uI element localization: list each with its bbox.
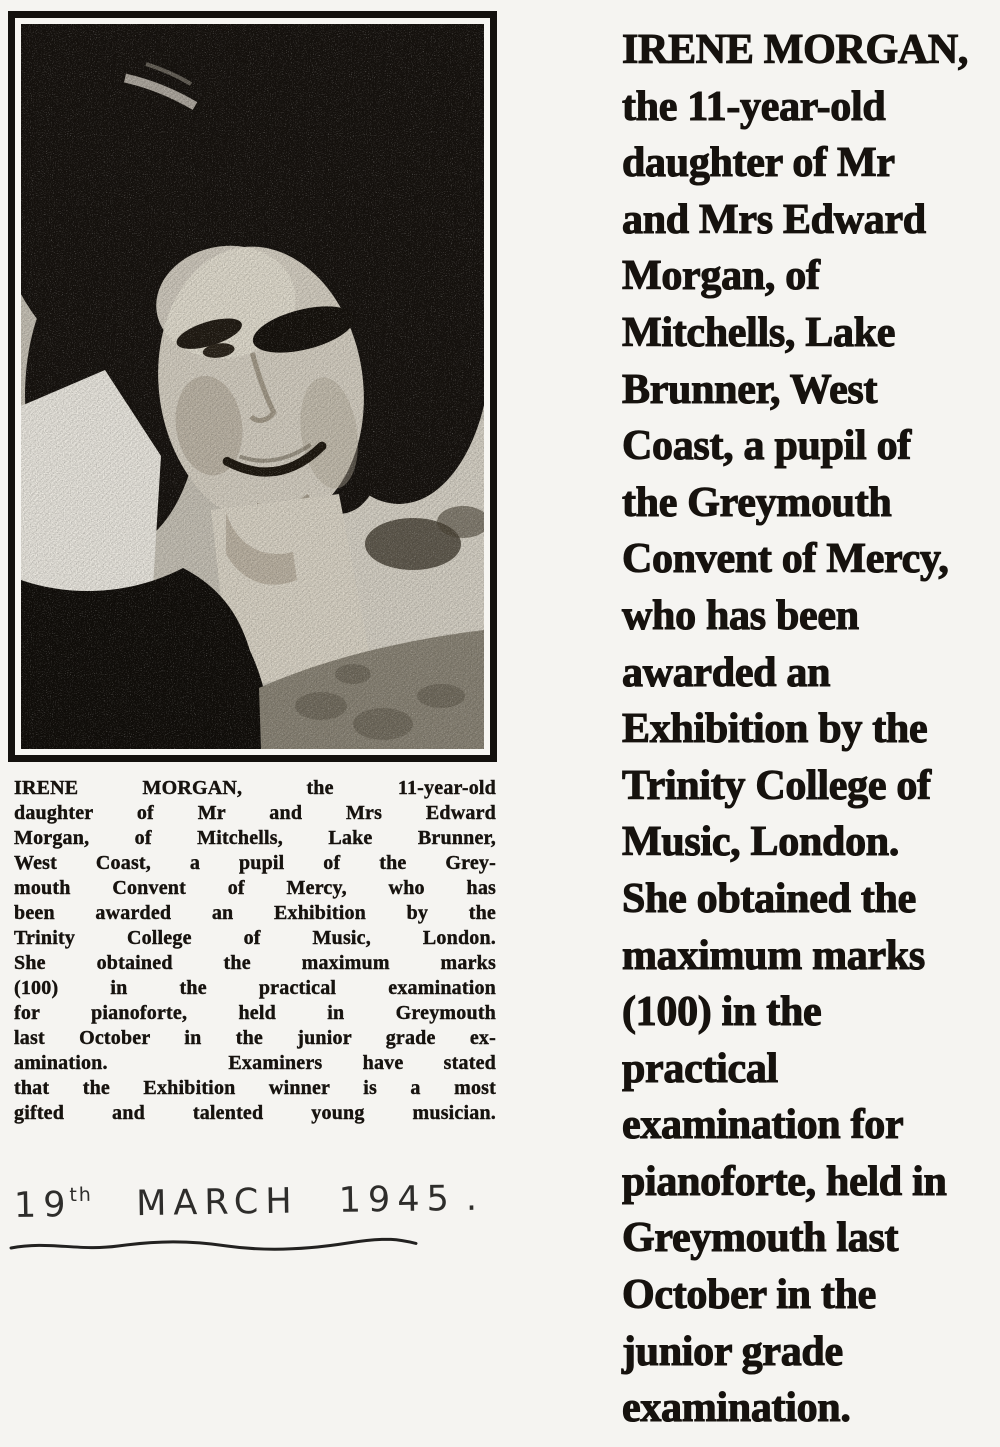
caption-line: for pianoforte, held in Greymouth — [14, 1002, 496, 1024]
date-ordinal: th — [69, 1183, 94, 1207]
transcription-line: daughter of Mr — [622, 140, 895, 187]
caption-line: that the Exhibition winner is a most — [14, 1077, 496, 1099]
caption-line: (100) in the practical examination — [14, 977, 496, 999]
date-period: . — [465, 1178, 485, 1219]
caption-line: She obtained the maximum marks — [14, 952, 496, 974]
transcription-line: and Mrs Edward — [622, 196, 926, 243]
transcription-line: awarded an — [622, 649, 831, 696]
transcription-line: Mitchells, Lake — [622, 309, 896, 356]
transcription-line: She obtained the — [622, 875, 916, 922]
caption-line: West Coast, a pupil of the Grey- — [14, 852, 496, 874]
caption-line: Trinity College of Music, London. — [14, 927, 496, 949]
transcription-line: examination. — [622, 1385, 851, 1432]
transcription-line: Trinity College of — [622, 762, 931, 809]
transcription-line: Music, London. — [622, 819, 900, 866]
newspaper-photo — [8, 11, 497, 762]
handwritten-date — [13, 1178, 485, 1226]
caption-line: gifted and talented young musician. — [14, 1102, 496, 1124]
transcription-line: maximum marks — [622, 932, 925, 979]
transcription-line: the Greymouth — [622, 479, 892, 526]
caption-line: last October in the junior grade ex- — [14, 1027, 496, 1049]
portrait-halftone-illustration — [21, 24, 484, 749]
transcription-line: Morgan, of — [622, 253, 820, 300]
transcription-line: (100) in the — [622, 989, 822, 1036]
date-day: 19 — [13, 1185, 73, 1226]
caption-line: mouth Convent of Mercy, who has — [14, 877, 496, 899]
handwritten-underline-stroke — [8, 1234, 420, 1256]
transcription-line: October in the — [622, 1272, 876, 1319]
caption-line: daughter of Mr and Mrs Edward — [14, 802, 496, 824]
caption-line: IRENE MORGAN, the 11-year-old — [14, 777, 496, 799]
transcription-line: Coast, a pupil of — [622, 423, 911, 470]
transcription-line: the 11-year-old — [622, 83, 886, 130]
transcription-line: examination for — [622, 1102, 904, 1149]
transcription-line: pianoforte, held in — [622, 1158, 947, 1205]
transcription-line: Greymouth last — [622, 1215, 899, 1262]
transcription-line: Exhibition by the — [622, 706, 928, 753]
transcription-line: junior grade — [622, 1328, 843, 1375]
transcription-line: Convent of Mercy, — [622, 536, 949, 583]
caption-line: Morgan, of Mitchells, Lake Brunner, — [14, 827, 496, 849]
transcription-line: practical — [622, 1045, 778, 1092]
transcription-line: who has been — [622, 592, 859, 639]
transcription-line: Brunner, West — [622, 366, 878, 413]
caption-line: amination. Examiners have stated — [14, 1052, 496, 1074]
transcription-column — [622, 22, 996, 1437]
transcription-line: IRENE MORGAN, — [622, 27, 969, 73]
date-month-year: MARCH 1945 — [135, 1179, 457, 1225]
caption-line: been awarded an Exhibition by the — [14, 902, 496, 924]
photo-caption — [14, 776, 496, 1126]
